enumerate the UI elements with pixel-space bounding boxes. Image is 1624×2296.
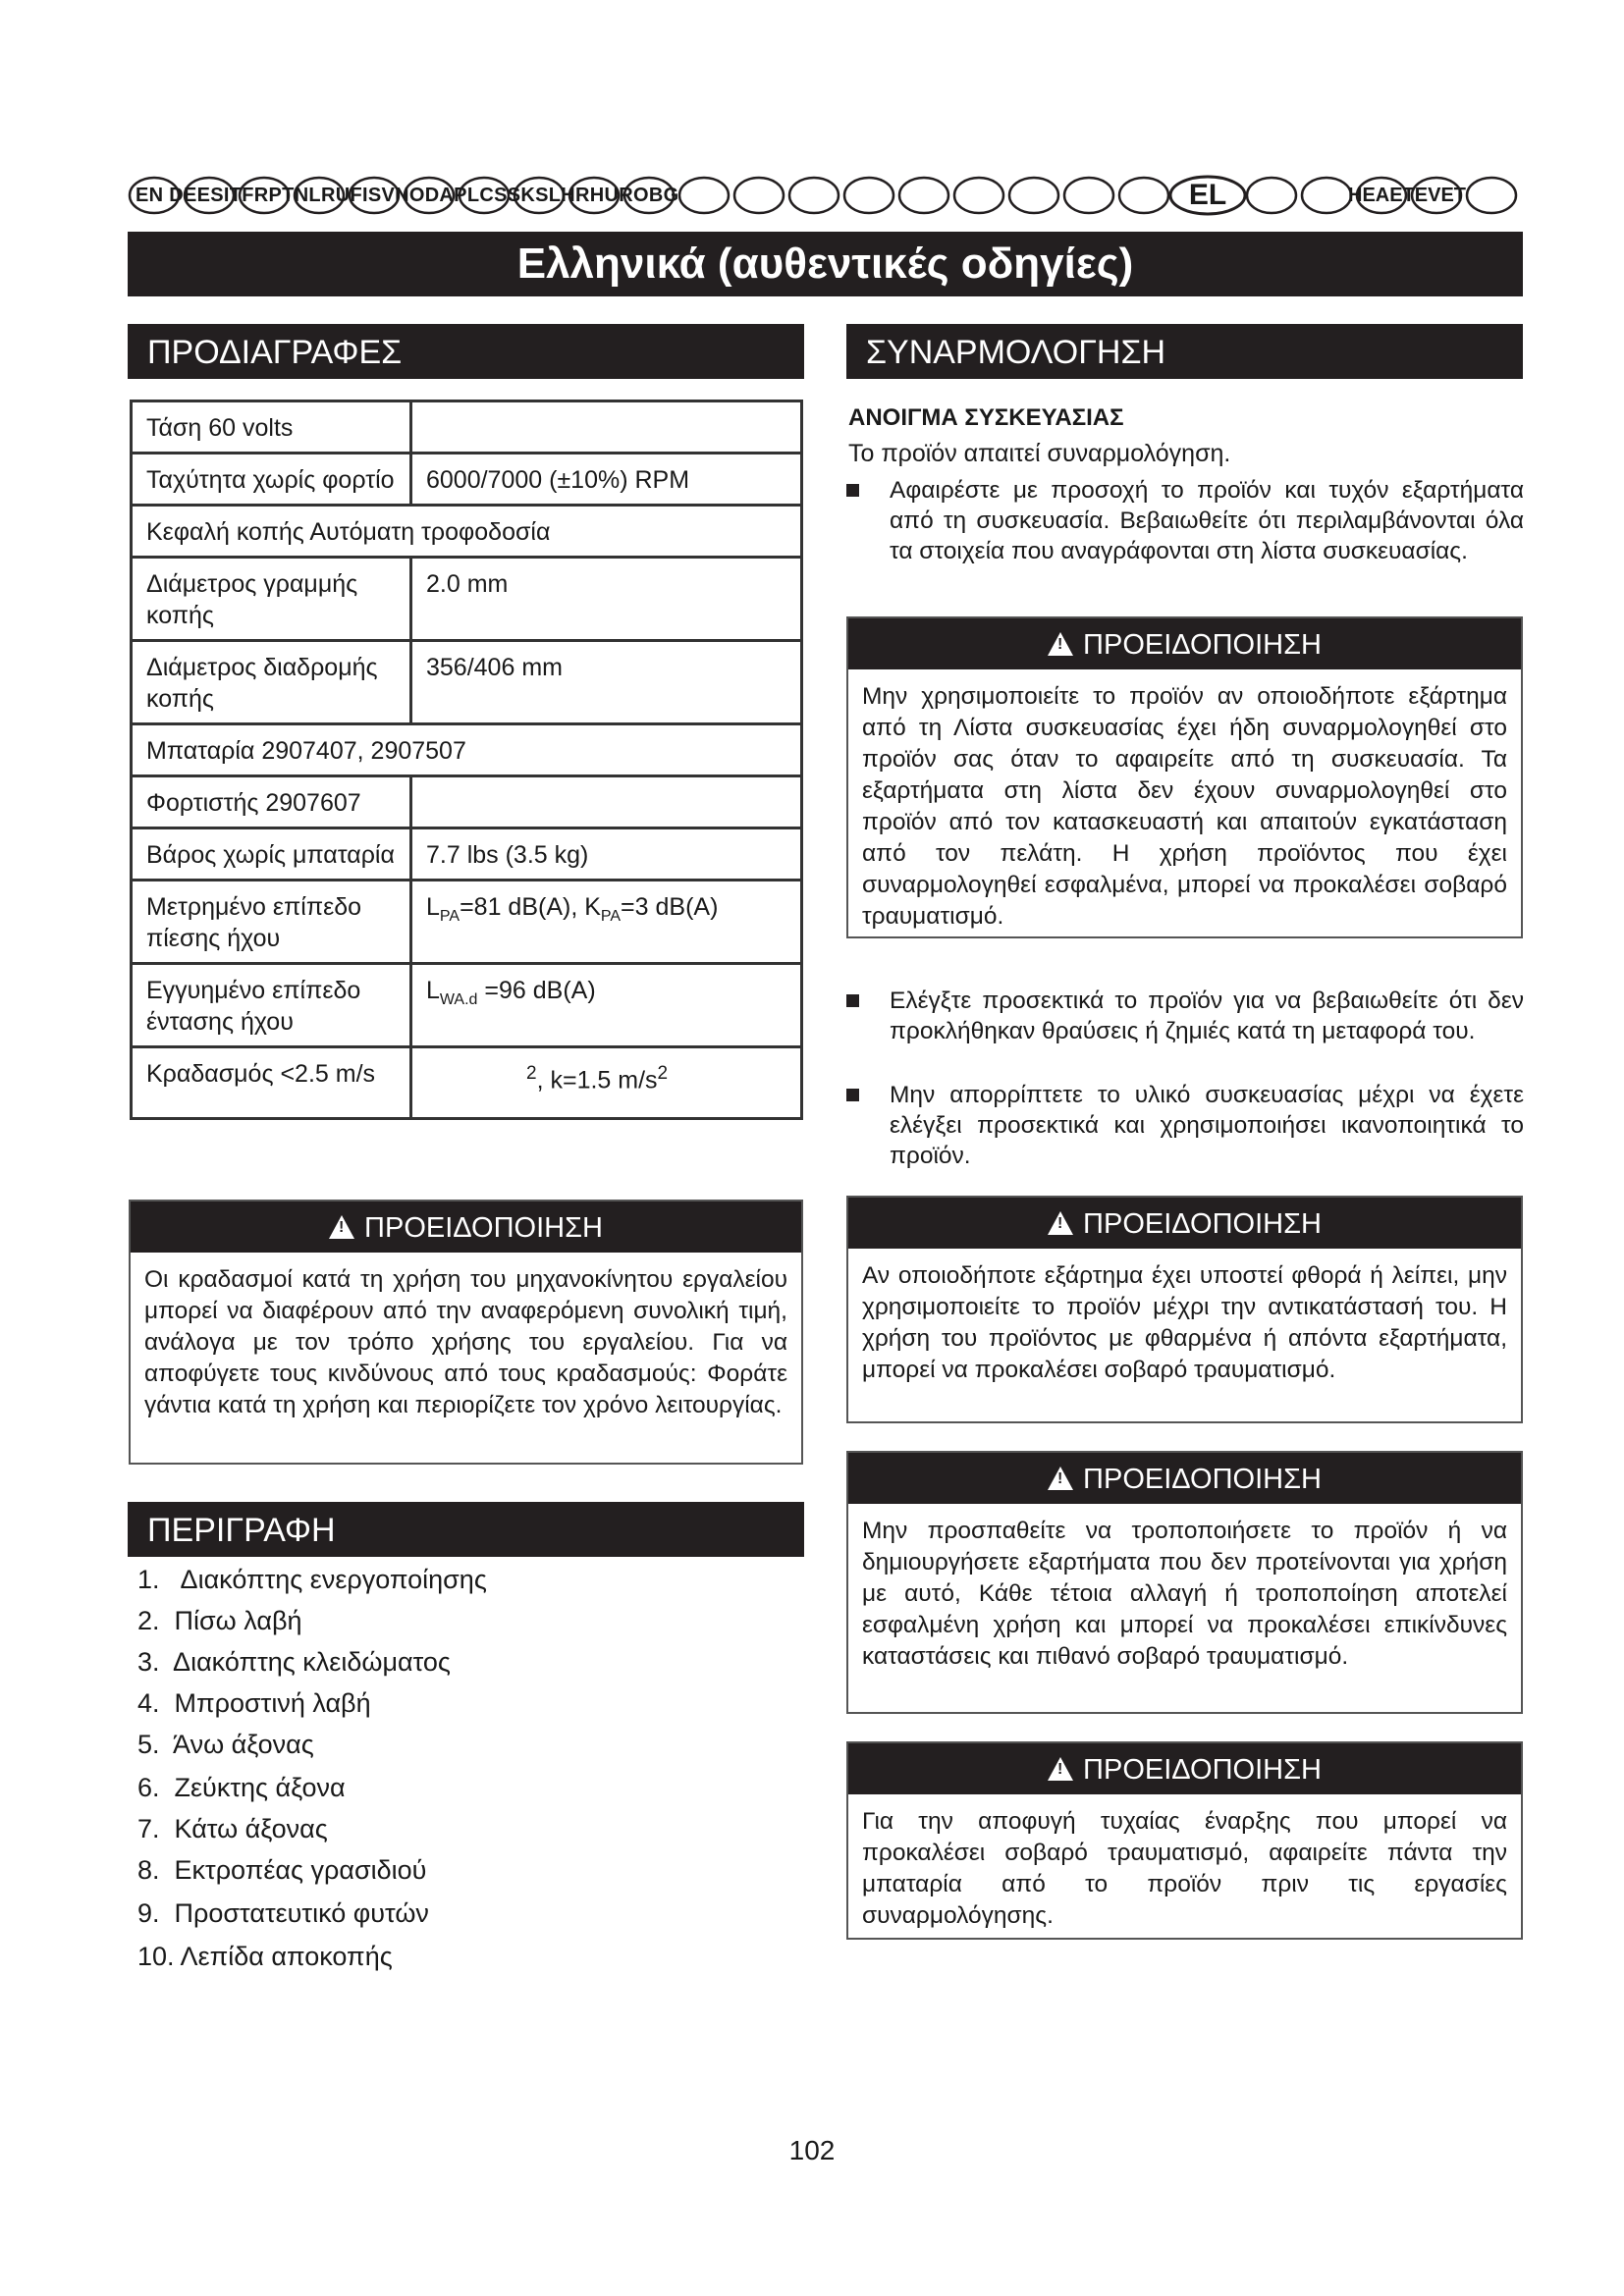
warning-triangle-icon bbox=[1048, 632, 1073, 656]
table-row bbox=[132, 776, 802, 828]
warning-remove-battery bbox=[846, 1741, 1523, 1940]
spec-label: Διάμετρος διαδρομής κοπής bbox=[132, 641, 411, 724]
bullet-square-icon bbox=[846, 994, 859, 1007]
warning-triangle-icon bbox=[1048, 1211, 1073, 1235]
spec-value-part: =96 dB(A) bbox=[477, 977, 596, 1004]
description-heading: ΠΕΡΙΓΡΑΦΗ bbox=[128, 1502, 804, 1557]
table-row bbox=[132, 454, 802, 506]
spec-value: 7.7 lbs (3.5 kg) bbox=[411, 828, 802, 881]
list-item: 10. Λεπίδα αποκοπής bbox=[137, 1942, 393, 1971]
warning-title: ΠΡΟΕΙΔΟΠΟΙΗΣΗ bbox=[364, 1212, 603, 1244]
spec-label: Μπαταρία 2907407, 2907507 bbox=[132, 724, 802, 776]
list-item: 7. Κάτω άξονας bbox=[137, 1814, 328, 1843]
spec-value-part: L bbox=[426, 977, 440, 1004]
spec-label: Φορτιστής 2907607 bbox=[132, 776, 411, 828]
table-row bbox=[132, 506, 802, 558]
language-tabs-left[interactable]: EN DEESITFRPTNLRUFISVNODAPLCSSKSLHRHUROBG bbox=[135, 185, 679, 206]
warning-damaged-parts bbox=[846, 1196, 1523, 1423]
spec-label: Εγγυημένο επίπεδο έντασης ήχου bbox=[132, 964, 411, 1047]
spec-value-part: =81 dB(A), K bbox=[460, 893, 601, 921]
list-item: 4. Μπροστινή λαβή bbox=[137, 1688, 371, 1718]
list-item: 2. Πίσω λαβή bbox=[137, 1606, 302, 1635]
specs-table bbox=[130, 400, 803, 1120]
spec-label: Ταχύτητα χωρίς φορτίο bbox=[132, 454, 411, 506]
warning-text: Μην προσπαθείτε να τροποποιήσετε το προϊόν ή να δημιουργήσετε εξαρτήματα που δεν προτείνονται για χρήση με αυτό, Κάθε τέτοια αλλαγή ή τροποποίηση αποτελεί εσφαλμένη χρήση και μπορεί να προκαλέσει επικίνδυνες καταστάσεις και πιθανό σοβαρό τραυματισμό. bbox=[862, 1518, 1507, 1670]
spec-value-sub: PA bbox=[439, 908, 460, 925]
language-tab-current[interactable]: EL bbox=[1188, 179, 1227, 211]
table-row bbox=[132, 724, 802, 776]
warning-modifications bbox=[846, 1451, 1523, 1714]
list-item: 5. Άνω άξονας bbox=[137, 1730, 314, 1759]
list-item: 3. Διακόπτης κλειδώματος bbox=[137, 1647, 451, 1677]
list-item bbox=[846, 986, 1524, 1046]
spec-value: 356/406 mm bbox=[411, 641, 802, 724]
page-title: Ελληνικά (αυθεντικές οδηγίες) bbox=[128, 232, 1523, 296]
spec-value-part: , k=1.5 m/s bbox=[536, 1066, 658, 1095]
warning-title: ΠΡΟΕΙΔΟΠΟΙΗΣΗ bbox=[1083, 629, 1322, 661]
warning-header bbox=[848, 1198, 1521, 1249]
table-row bbox=[132, 1047, 802, 1119]
table-row bbox=[132, 401, 802, 454]
list-item bbox=[846, 1080, 1524, 1171]
assembly-intro: Το προϊόν απαιτεί συναρμολόγηση. bbox=[848, 440, 1231, 467]
spec-value-sub: WA.d bbox=[439, 991, 478, 1008]
spec-value bbox=[411, 776, 802, 828]
warning-text: Οι κραδασμοί κατά τη χρήση του μηχανοκίνητου εργαλείου μπορεί να διαφέρουν από την αναφερόμενη συνολική τιμή, ανάλογα με τον τρόπο χρήσης του εργαλείου. Για να αποφύγετε τους κινδύνους από τους κραδασμούς: Φοράτε γάντια κατά τη χρήση και περιορίζετε τον χρόνο λειτουργίας. bbox=[144, 1266, 787, 1418]
warning-title: ΠΡΟΕΙΔΟΠΟΙΗΣΗ bbox=[1083, 1464, 1322, 1495]
bullet-text: Αφαιρέστε με προσοχή το προϊόν και τυχόν εξαρτήματα από τη συσκευασία. Βεβαιωθείτε ότι περιλαμβάνονται όλα τα στοιχεία που αναγράφονται στη λίστα συσκευασίας. bbox=[890, 477, 1524, 564]
bullet-square-icon bbox=[846, 1089, 859, 1101]
warning-header bbox=[848, 618, 1521, 669]
warning-title: ΠΡΟΕΙΔΟΠΟΙΗΣΗ bbox=[1083, 1754, 1322, 1786]
warning-header bbox=[848, 1743, 1521, 1794]
bullet-text: Μην απορρίπτετε το υλικό συσκευασίας μέχρι να έχετε ελέγξει προσεκτικά και χρησιμοποιήσει ικανοποιητικά το προϊόν. bbox=[890, 1082, 1524, 1169]
spec-value bbox=[411, 964, 802, 1047]
spec-value: 6000/7000 (±10%) RPM bbox=[411, 454, 802, 506]
spec-value bbox=[411, 401, 802, 454]
spec-label: Κεφαλή κοπής Αυτόματη τροφοδοσία bbox=[132, 506, 802, 558]
list-item: 8. Εκτροπέας γρασιδιού bbox=[137, 1855, 427, 1885]
language-tabs bbox=[128, 175, 1522, 216]
warning-triangle-icon bbox=[1048, 1467, 1073, 1490]
language-tabs-right[interactable]: HEAETEVET bbox=[1348, 185, 1467, 206]
warning-text: Για την αποφυγή τυχαίας έναρξης που μπορεί να προκαλέσει σοβαρό τραυματισμό, αφαιρείτε πάντα την μπαταρία από το προϊόν πριν τις εργασίες συναρμολόγησης. bbox=[862, 1808, 1507, 1929]
spec-label: Τάση 60 volts bbox=[132, 401, 411, 454]
list-item: 9. Προστατευτικό φυτών bbox=[137, 1898, 429, 1928]
spec-value bbox=[411, 1047, 802, 1119]
page-number: 102 bbox=[788, 2135, 836, 2165]
warning-text: Αν οποιοδήποτε εξάρτημα έχει υποστεί φθορά ή λείπει, μην χρησιμοποιείτε το προϊόν μέχρι την αντικατάστασή του. Η χρήση του προϊόντος με φθαρμένα ή απόντα εξαρτήματα, μπορεί να προκαλέσει σοβαρό τραυματισμό. bbox=[862, 1262, 1507, 1383]
table-row bbox=[132, 641, 802, 724]
list-item: 1. Διακόπτης ενεργοποίησης bbox=[137, 1565, 487, 1594]
assembly-heading: ΣΥΝΑΡΜΟΛΟΓΗΣΗ bbox=[846, 324, 1523, 379]
table-row bbox=[132, 828, 802, 881]
bullet-text: Ελέγξτε προσεκτικά το προϊόν για να βεβαιωθείτε ότι δεν προκλήθηκαν θραύσεις ή ζημιές κατά τη μεταφορά του. bbox=[890, 988, 1524, 1044]
warning-header bbox=[131, 1201, 801, 1253]
list-item: 6. Ζεύκτης άξονα bbox=[137, 1773, 346, 1802]
spec-label: Διάμετρος γραμμής κοπής bbox=[132, 558, 411, 641]
warning-triangle-icon bbox=[329, 1215, 354, 1239]
spec-value-sup: 2 bbox=[526, 1063, 537, 1084]
spec-label: Μετρημένο επίπεδο πίεσης ήχου bbox=[132, 881, 411, 964]
warning-vibration bbox=[129, 1200, 803, 1465]
spec-value-part: L bbox=[426, 893, 440, 921]
warning-triangle-icon bbox=[1048, 1757, 1073, 1781]
assembly-subheading: ΑΝΟΙΓΜΑ ΣΥΣΚΕΥΑΣΙΑΣ bbox=[848, 404, 1124, 431]
warning-assembly-parts bbox=[846, 616, 1523, 938]
spec-value-part: =3 dB(A) bbox=[621, 893, 719, 921]
list-item bbox=[846, 475, 1524, 566]
table-row bbox=[132, 964, 802, 1047]
specs-heading: ΠΡΟΔΙΑΓΡΑΦΕΣ bbox=[128, 324, 804, 379]
spec-value-sub: PA bbox=[600, 908, 622, 925]
warning-text: Μην χρησιμοποιείτε το προϊόν αν οποιοδήποτε εξάρτημα από τη Λίστα συσκευασίας έχει ήδη συναρμολογηθεί στο προϊόν σας όταν το αφαιρείτε από τη συσκευασία. Τα εξαρτήματα στη λίστα δεν έχουν συναρμολογηθεί στο προϊόν από τον κατασκευαστή και απαιτούν εγκατάσταση από τον πελάτη. Η χρήση προϊόντος που έχει συναρμολογηθεί εσφαλμένα, μπορεί να προκαλέσει σοβαρό τραυματισμό. bbox=[862, 683, 1507, 930]
bullet-square-icon bbox=[846, 484, 859, 497]
spec-label: Βάρος χωρίς μπαταρία bbox=[132, 828, 411, 881]
table-row bbox=[132, 558, 802, 641]
spec-label: Κραδασμός <2.5 m/s bbox=[132, 1047, 411, 1119]
spec-value bbox=[411, 881, 802, 964]
table-row bbox=[132, 881, 802, 964]
spec-value: 2.0 mm bbox=[411, 558, 802, 641]
warning-title: ΠΡΟΕΙΔΟΠΟΙΗΣΗ bbox=[1083, 1208, 1322, 1240]
warning-header bbox=[848, 1453, 1521, 1504]
spec-value-sup: 2 bbox=[657, 1063, 669, 1084]
